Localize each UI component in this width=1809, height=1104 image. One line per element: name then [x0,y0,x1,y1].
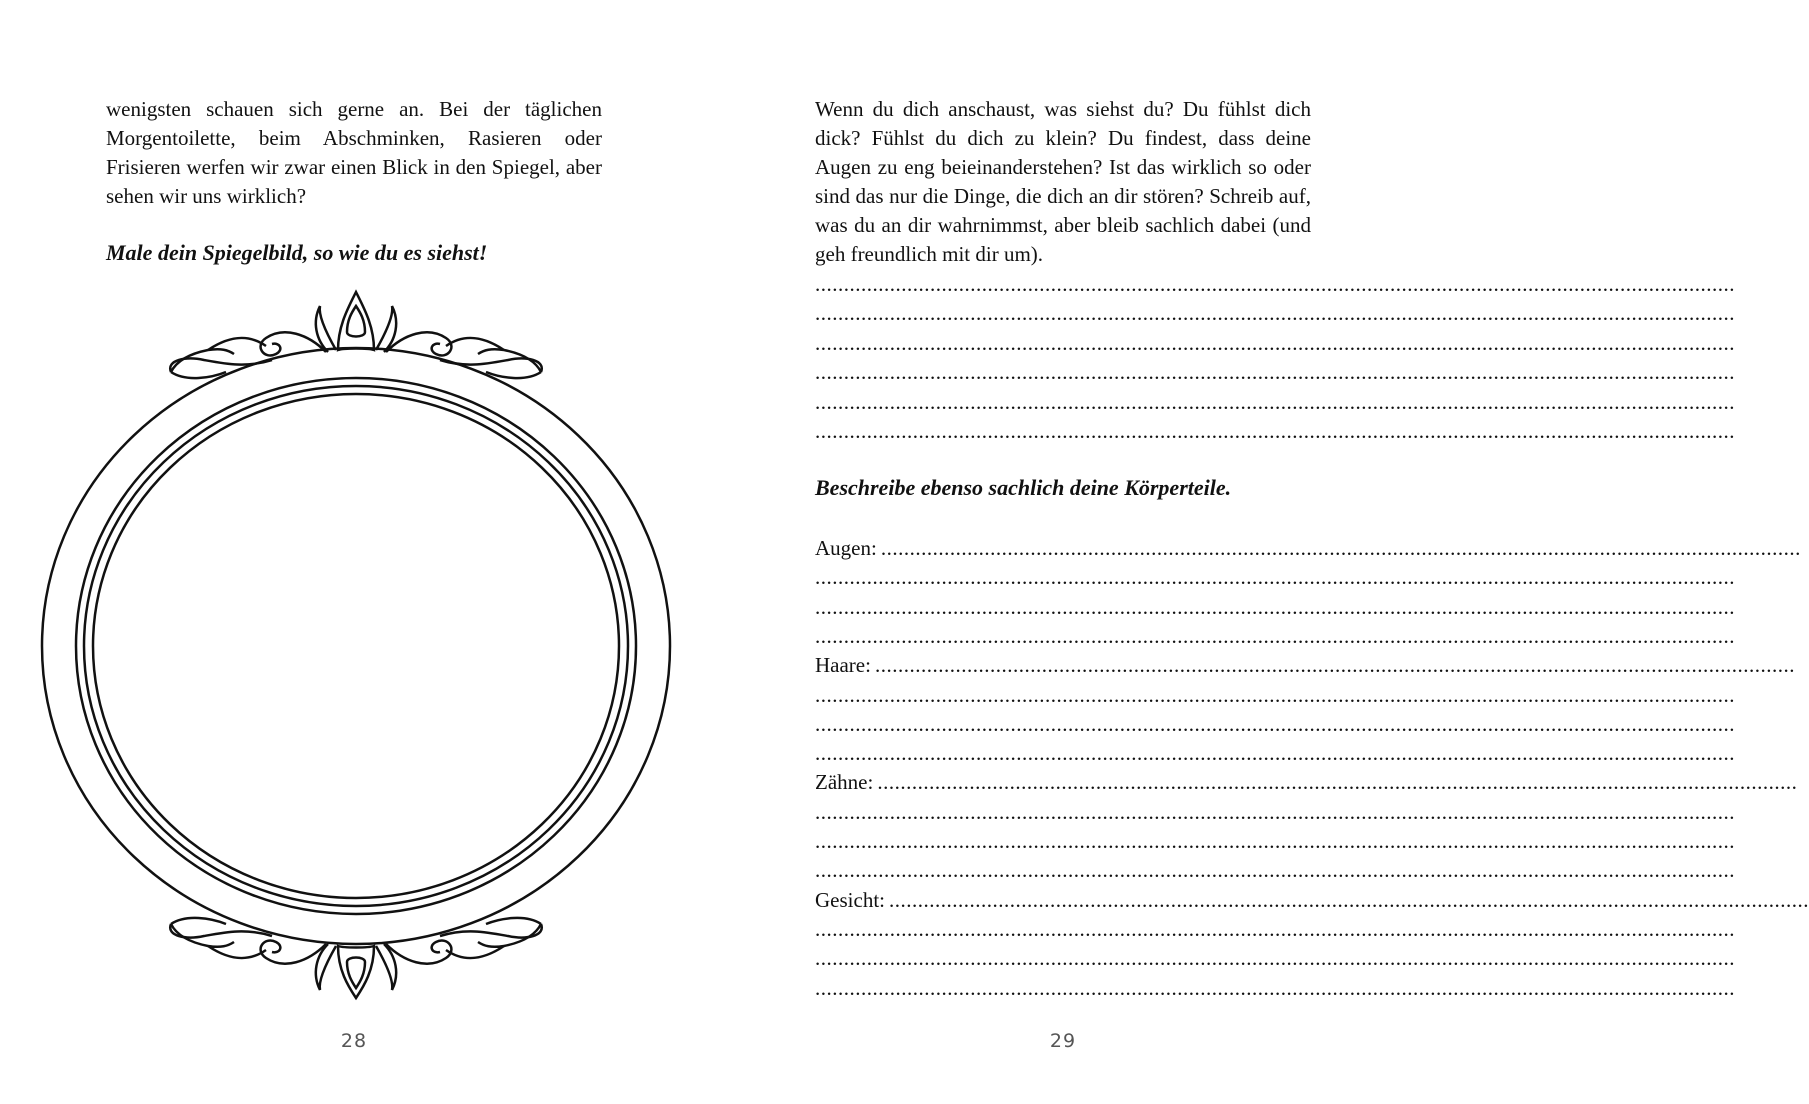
dotted-fill: ................................................................................................................................................................ [815,301,1735,326]
dotted-fill: ................................................................................................................................................................ [815,916,1735,941]
writing-line[interactable] [815,358,1735,387]
drawing-prompt: Male dein Spiegelbild, so wie du es siehst! [106,240,488,265]
zaehne-line[interactable] [815,768,1798,797]
dotted-fill: ................................................................................................................................................................ [815,741,1735,766]
dotted-fill: ................................................................................................................................................................ [815,682,1735,707]
dotted-fill: ................................................................................................................................................................ [815,799,1735,824]
top-crest-ornament [170,292,542,378]
field-label: Augen: [815,536,877,560]
dotted-fill: ................................................................................................................................................................ [815,975,1735,1000]
writing-line[interactable] [815,915,1735,944]
writing-line[interactable] [815,593,1735,622]
dotted-fill: ................................................................................................................................................................ [815,623,1735,648]
haare-line[interactable] [815,651,1795,680]
left-page [0,0,708,1104]
right-page [708,0,1809,1104]
dotted-fill: ................................................................................................................................................................ [815,946,1735,971]
ornate-mirror-frame [36,286,676,998]
augen-line[interactable] [815,534,1801,563]
dotted-fill: ................................................................................................................................................................ [815,272,1735,296]
writing-line[interactable] [815,710,1735,739]
dotted-fill: ................................................................................................................................................................ [815,594,1735,619]
dotted-fill: ................................................................................................................................................................ [815,829,1735,853]
writing-line[interactable] [815,622,1735,651]
writing-line[interactable] [815,798,1735,827]
writing-line[interactable] [815,270,1735,299]
writing-line[interactable] [815,417,1735,446]
writing-line[interactable] [815,329,1735,358]
dotted-fill: ................................................................................................................................................................ [815,711,1735,736]
dotted-fill: ................................................................................................................................................................ [815,330,1735,355]
page-number: 28 [340,1030,368,1052]
dotted-fill: ................................................................................................................................................................ [815,360,1735,385]
writing-line[interactable] [815,299,1735,328]
dotted-fill: ................................................................................................................................................................ [874,653,1795,678]
writing-line[interactable] [815,563,1735,592]
field-label: Gesicht: [815,887,885,912]
dotted-fill: ................................................................................................................................................................ [888,887,1809,912]
dotted-fill: ................................................................................................................................................................ [880,536,1801,560]
writing-line[interactable] [815,944,1735,973]
writing-line[interactable] [815,974,1735,1003]
field-label: Zähne: [815,770,874,795]
dotted-fill: ................................................................................................................................................................ [815,858,1735,883]
gesicht-line[interactable] [815,886,1809,915]
writing-line[interactable] [815,856,1735,885]
intro-paragraph: wenigsten schauen sich gerne an. Bei der täglichen Morgentoilette, beim Abschminken, Rasieren oder Frisieren werfen wir zwar einen Blick in den Spiegel, aber sehen wir uns wirklich? [106,97,602,208]
bottom-crest-ornament [170,918,542,998]
dotted-fill: ................................................................................................................................................................ [877,770,1798,795]
dotted-fill: ................................................................................................................................................................ [815,389,1735,414]
writing-line[interactable] [815,739,1735,768]
dotted-fill: ................................................................................................................................................................ [815,419,1735,443]
writing-line[interactable] [815,827,1735,856]
page-number: 29 [1049,1030,1077,1052]
question-paragraph: Wenn du dich anschaust, was siehst du? Du fühlst dich dick? Fühlst du dich zu klein? Du findest, dass deine Augen zu eng beieinanderstehen? Ist das wirklich so oder sind das nur die Dinge, die dich an dir stören? Schreib auf, was du an dir wahrnimmst, aber bleib sachlich dabei (und geh freundlich mit dir um). [815,97,1311,266]
body-parts-prompt: Beschreibe ebenso sachlich deine Körperteile. [815,475,1232,500]
dotted-fill: ................................................................................................................................................................ [815,565,1735,590]
writing-line[interactable] [815,681,1735,710]
writing-line[interactable] [815,388,1735,417]
field-label: Haare: [815,653,871,678]
